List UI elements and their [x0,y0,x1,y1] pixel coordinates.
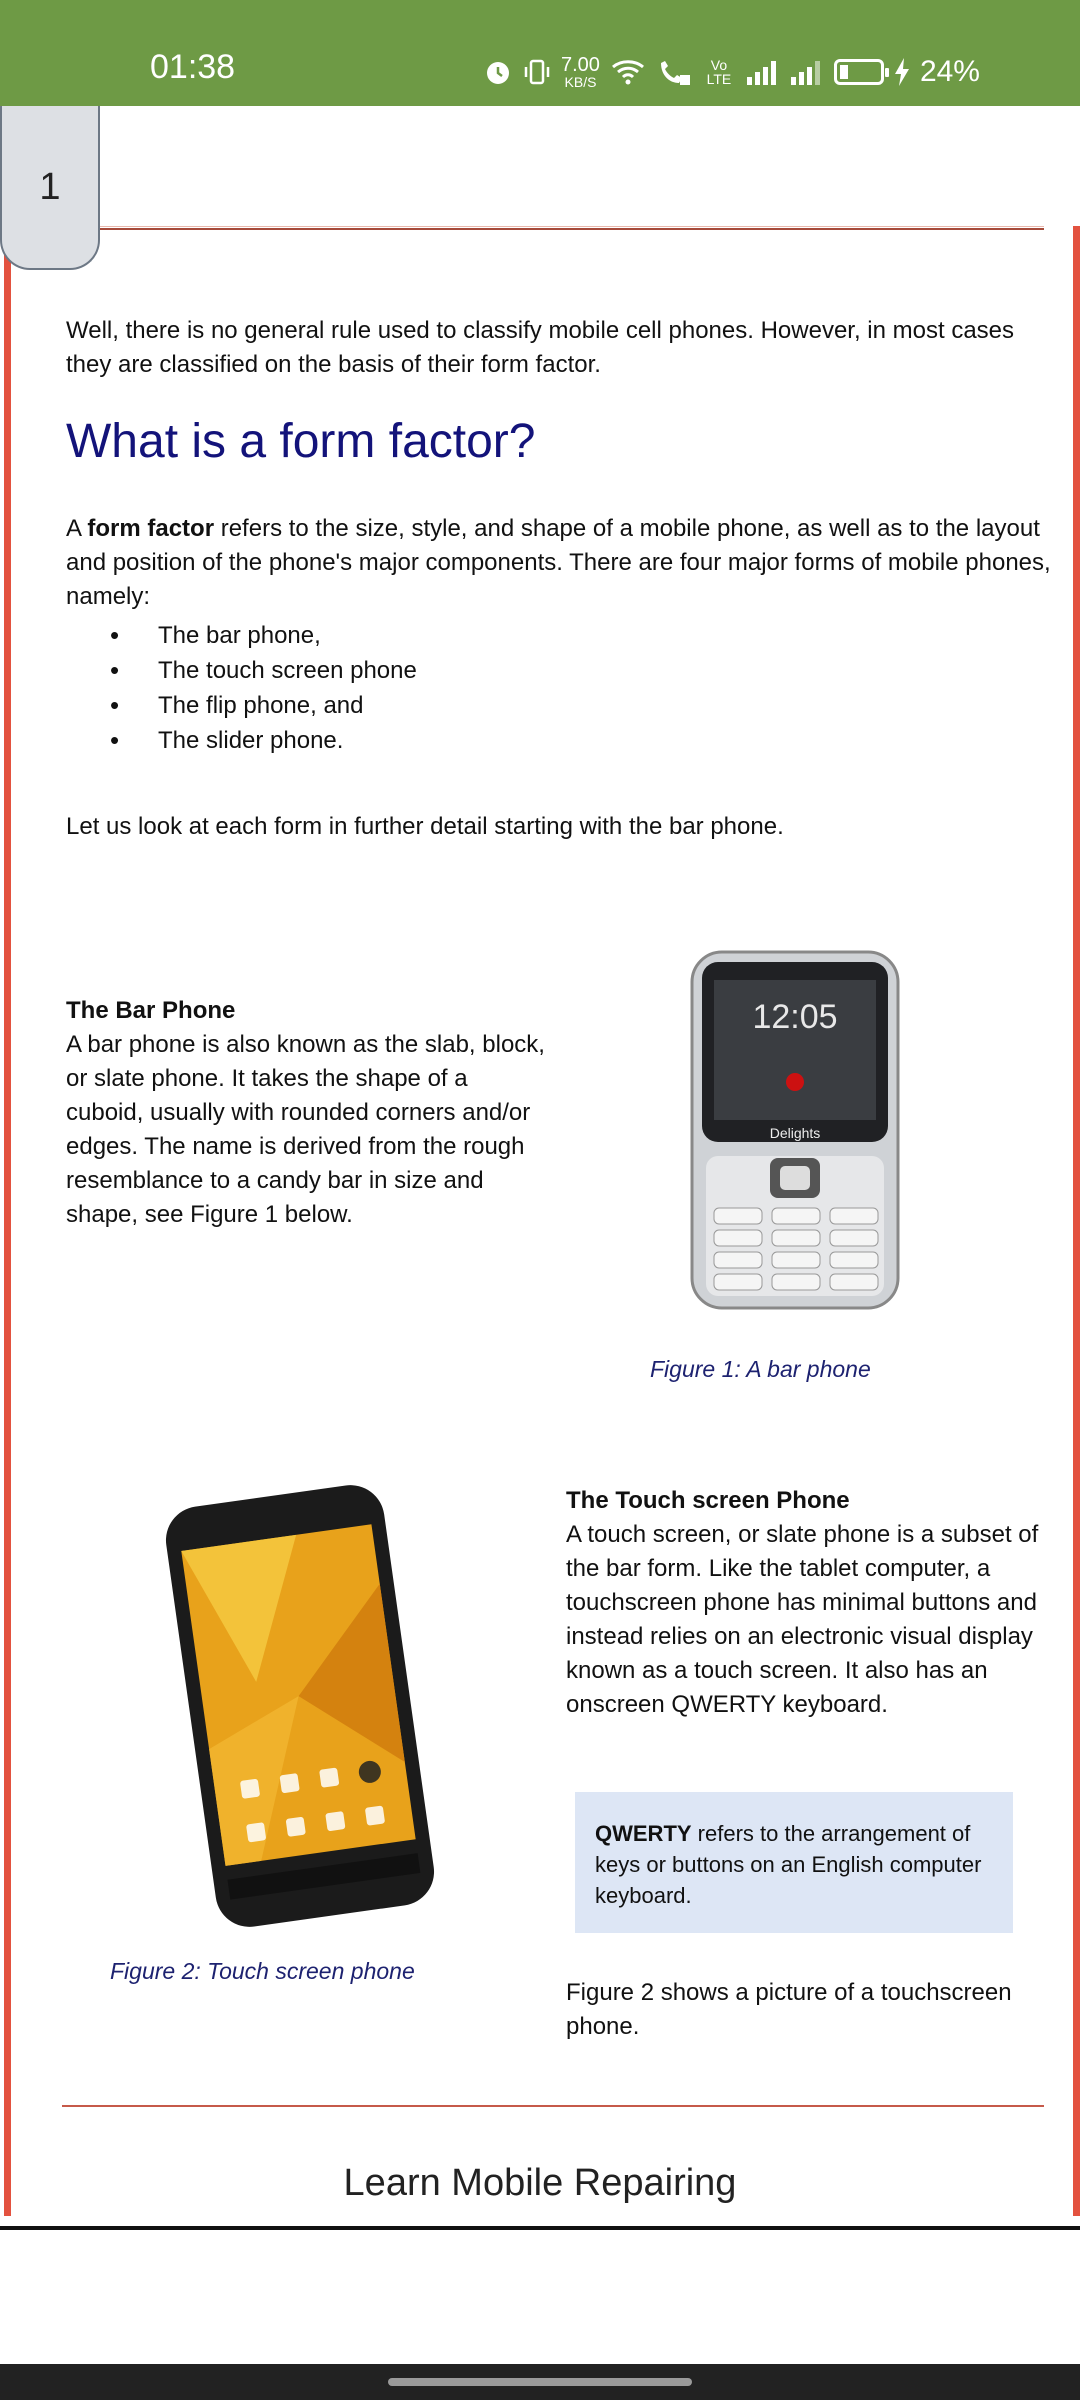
let-us-paragraph: Let us look at each form in further detail starting with the bar phone. [66,813,784,840]
bar-phone-body: A bar phone is also known as the slab, block, or slate phone. It takes the shape of a cuboid, usually with rounded corners and/or edges. The name is derived from the rough resemblance to a candy bar in size and shape, see Figure 1 below. [66,1031,545,1228]
vibrate-icon [523,57,551,87]
form-factor-rest: refers to the size, style, and shape of a mobile phone, as well as to the layout and position of the phone's major components. There are four major forms of mobile phones, namely: [66,515,1051,610]
list-item: • The touch screen phone [110,653,417,688]
bar-phone-brand: Delights [769,1125,821,1141]
page-border-left [4,226,11,2216]
qwerty-definition: refers to the arrangement of keys or buttons on an English computer keyboard. [595,1821,982,1908]
signal-icon-2 [790,59,824,85]
section-heading: What is a form factor? [66,415,536,468]
status-icons [483,50,980,94]
battery-icon [834,59,884,85]
home-gesture-handle[interactable] [388,2378,692,2386]
bar-phone-title: The Bar Phone [66,997,236,1024]
list-item: • The slider phone. [110,723,417,758]
status-bar [0,0,1080,106]
navigation-bar [0,2364,1080,2400]
speed-unit: KB/S [564,74,597,90]
bar-phone-screen-time: 12:05 [752,998,838,1036]
list-item: • The bar phone, [110,618,417,653]
figure-1-caption: Figure 1: A bar phone [650,1356,871,1382]
figure-2-text: Figure 2 shows a picture of a touchscreen phone. [566,1979,1012,2040]
document-page[interactable] [0,106,1080,2108]
footer-rule [0,2226,1080,2230]
charging-icon [894,58,910,86]
page-border-right [1073,226,1080,2216]
header-rule-light [60,226,1044,227]
phone-forms-list [110,618,417,758]
speed-value: 7.00 [561,54,600,76]
bar-phone-image [680,946,910,1316]
signal-icon-1 [746,59,780,85]
page-number-tab: 1 [0,106,100,270]
alarm-icon [483,57,513,87]
qwerty-term: QWERTY [595,1821,692,1846]
form-factor-prefix: A [66,515,88,542]
touch-phone-image [150,1476,450,1936]
qwerty-note-box [575,1792,1013,1933]
form-factor-term: form factor [87,515,215,542]
list-item: • The flip phone, and [110,688,417,723]
footer-title: Learn Mobile Repairing [343,2162,737,2204]
touch-phone-body: A touch screen, or slate phone is a subset of the bar form. Like the tablet computer, a touchscreen phone has minimal buttons and instead relies on an electronic visual display known as a touch screen. It also has an onscreen QWERTY keyboard. [566,1521,1039,1718]
touch-phone-title: The Touch screen Phone [566,1487,850,1514]
wifi-call-icon [656,57,692,87]
network-speed [561,55,600,89]
lte-label: Vo LTE [706,57,732,87]
intro-paragraph: Well, there is no general rule used to classify mobile cell phones. However, in most cases they are classified on the basis of their form factor. [66,317,1015,378]
battery-percent: 24% [919,55,980,88]
footer-rule-red [62,2105,1044,2107]
status-time: 01:38 [150,48,236,86]
figure-2-caption: Figure 2: Touch screen phone [110,1958,415,1984]
header-rule [100,228,1044,230]
form-factor-paragraph [66,512,1051,614]
wifi-icon [610,57,646,87]
